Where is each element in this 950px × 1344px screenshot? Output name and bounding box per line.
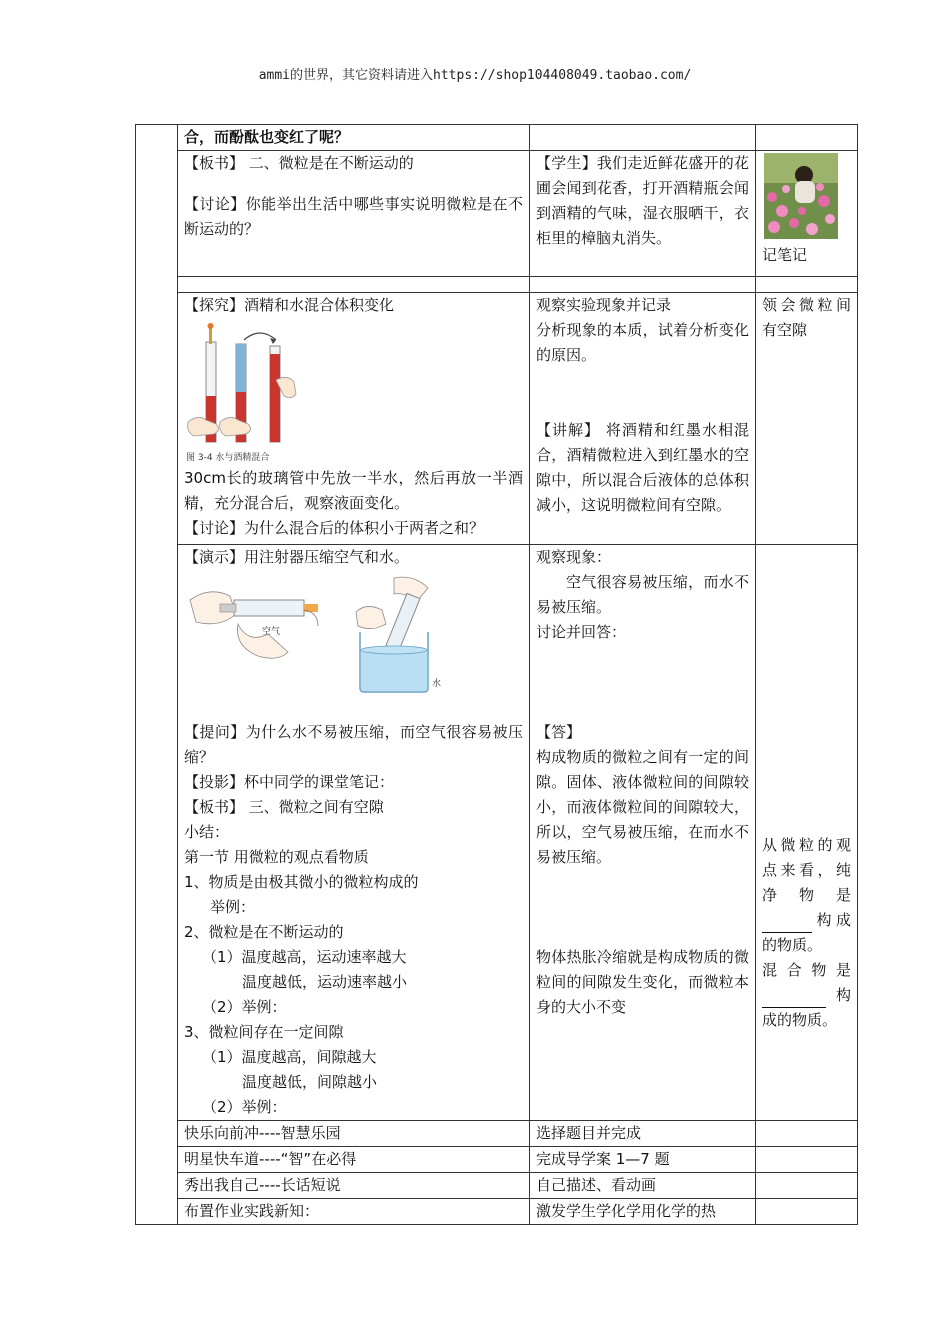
question-text: 【提问】为什么水不易被压缩，而空气很容易被压缩？ [184,723,523,766]
expansion-text: 物体热胀冷缩就是构成物质的微粒间的间隙发生变化，而微粒本身的大小不变 [536,948,749,1016]
observe-label: 观察现象： [536,548,612,566]
note-text: 记笔记 [762,246,808,264]
teacher-cell [178,545,530,1121]
discuss-label: 讨论并回答： [536,623,627,641]
note-cell [756,1199,858,1225]
point-3: 3、微粒间存在一定间隙 [184,1023,344,1041]
point-2-a: （1）温度越高，运动速率越大 [202,948,407,966]
table-row [136,1199,858,1225]
table-row [136,125,858,151]
flower-field-photo [764,153,838,239]
student-cell: 选择题目并完成 [530,1121,756,1147]
explore-title: 【探究】酒精和水混合体积变化 [184,296,395,314]
teacher-cell: 明星快车道----“智”在必得 [178,1147,530,1173]
summary-label: 小结： [184,823,230,841]
student-cell [530,277,756,293]
table-row [136,293,858,545]
projection-text: 【投影】杯中同学的课堂笔记： [184,773,395,791]
fill-blank[interactable] [762,989,826,1008]
table-row [136,545,858,1121]
fill-blank[interactable] [762,914,812,933]
student-cell [530,293,756,545]
teacher-cell: 合，而酚酞也变红了呢？ [178,125,530,151]
left-margin-cell [136,125,178,1225]
note-pure-substance [762,833,851,958]
point-3-c: （2）举例： [202,1098,287,1116]
table-row [136,1147,858,1173]
point-2-c: （2）举例： [202,998,287,1016]
student-cell [530,125,756,151]
teacher-cell: 秀出我自己----长话短说 [178,1173,530,1199]
figure-caption: 图 3-4 水与酒精混合 [186,453,270,463]
teacher-cell: 快乐向前冲----智慧乐园 [178,1121,530,1147]
teacher-cell [178,293,530,545]
note-cell [756,1147,858,1173]
point-3-b: 温度越低，间隙越小 [242,1073,378,1091]
discussion-question: 【讨论】为什么混合后的体积小于两者之和？ [184,519,485,537]
note-cell: 领会微粒间有空隙 [756,293,858,545]
experiment-description: 30cm长的玻璃管中先放一半水，然后再放一半酒精，充分混合后，观察液面变化。 [184,469,523,512]
note-cell [756,1121,858,1147]
student-cell: 激发学生学化学用化学的热 [530,1199,756,1225]
discussion-text: 【讨论】你能举出生活中哪些事实说明微粒是在不断运动的？ [184,195,523,238]
teacher-cell: 布置作业实践新知： [178,1199,530,1225]
student-cell [530,545,756,1121]
note-line-2: 构成的物质。 [762,911,851,954]
point-2: 2、微粒是在不断运动的 [184,923,344,941]
table-row [136,151,858,277]
board-heading: 【板书】 三、微粒之间有空隙 [184,798,384,816]
syringe-figure [184,574,454,694]
section-title: 第一节 用微粒的观点看物质 [184,848,369,866]
water-label: 水 [432,679,442,689]
table-row [136,1121,858,1147]
air-label: 空气 [262,627,281,637]
student-cell: 【学生】我们走近鲜花盛开的花圃会闻到花香，打开酒精瓶会闻到酒精的气味，湿衣服晒干，衣柜里的樟脑丸消失。 [530,151,756,277]
student-cell: 自己描述、看动画 [530,1173,756,1199]
note-mixture [762,958,851,1033]
note-line-4: 构成的物质。 [762,986,851,1029]
explain-text: 【讲解】 将酒精和红墨水相混合，酒精微粒进入到红墨水的空隙中，所以混合后液体的总体积减小，这说明微粒间有空隙。 [536,421,749,514]
point-1: 1、物质是由极其微小的微粒构成的 [184,873,419,891]
note-cell [756,545,858,1121]
observe-result: 空气很容易被压缩，而水不易被压缩。 [536,573,749,616]
point-3-a: （1）温度越高，间隙越大 [202,1048,377,1066]
note-cell [756,125,858,151]
board-heading: 【板书】 二、微粒是在不断运动的 [184,154,414,172]
alcohol-water-figure [184,322,304,464]
table-row [136,1173,858,1199]
answer-text: 构成物质的微粒之间有一定的间隙。固体、液体微粒间的间隙较小，而液体微粒间的间隙较大，所以，空气易被压缩，在而水不易被压缩。 [536,748,749,866]
note-line-3: 混合物是 [762,961,851,979]
student-cell: 完成导学案 1—7 题 [530,1147,756,1173]
point-2-b: 温度越低，运动速率越小 [242,973,408,991]
note-cell [756,277,858,293]
teacher-cell [178,277,530,293]
teacher-cell [178,151,530,277]
note-cell [756,1173,858,1199]
demo-title: 【演示】用注射器压缩空气和水。 [184,548,410,566]
point-1-example: 举例： [210,898,256,916]
table-row [136,277,858,293]
note-cell [756,151,858,277]
page-header: ammi的世界，其它资料请进入https://shop104408049.taobao.com/ [258,68,692,83]
observe-text: 观察实验现象并记录 [536,296,672,314]
analyze-text: 分析现象的本质，试着分析变化的原因。 [536,321,749,364]
answer-tag: 【答】 [536,723,582,741]
lesson-table [135,124,858,1225]
note-line-1: 从微粒的观点来看，纯净物是 [762,836,851,904]
